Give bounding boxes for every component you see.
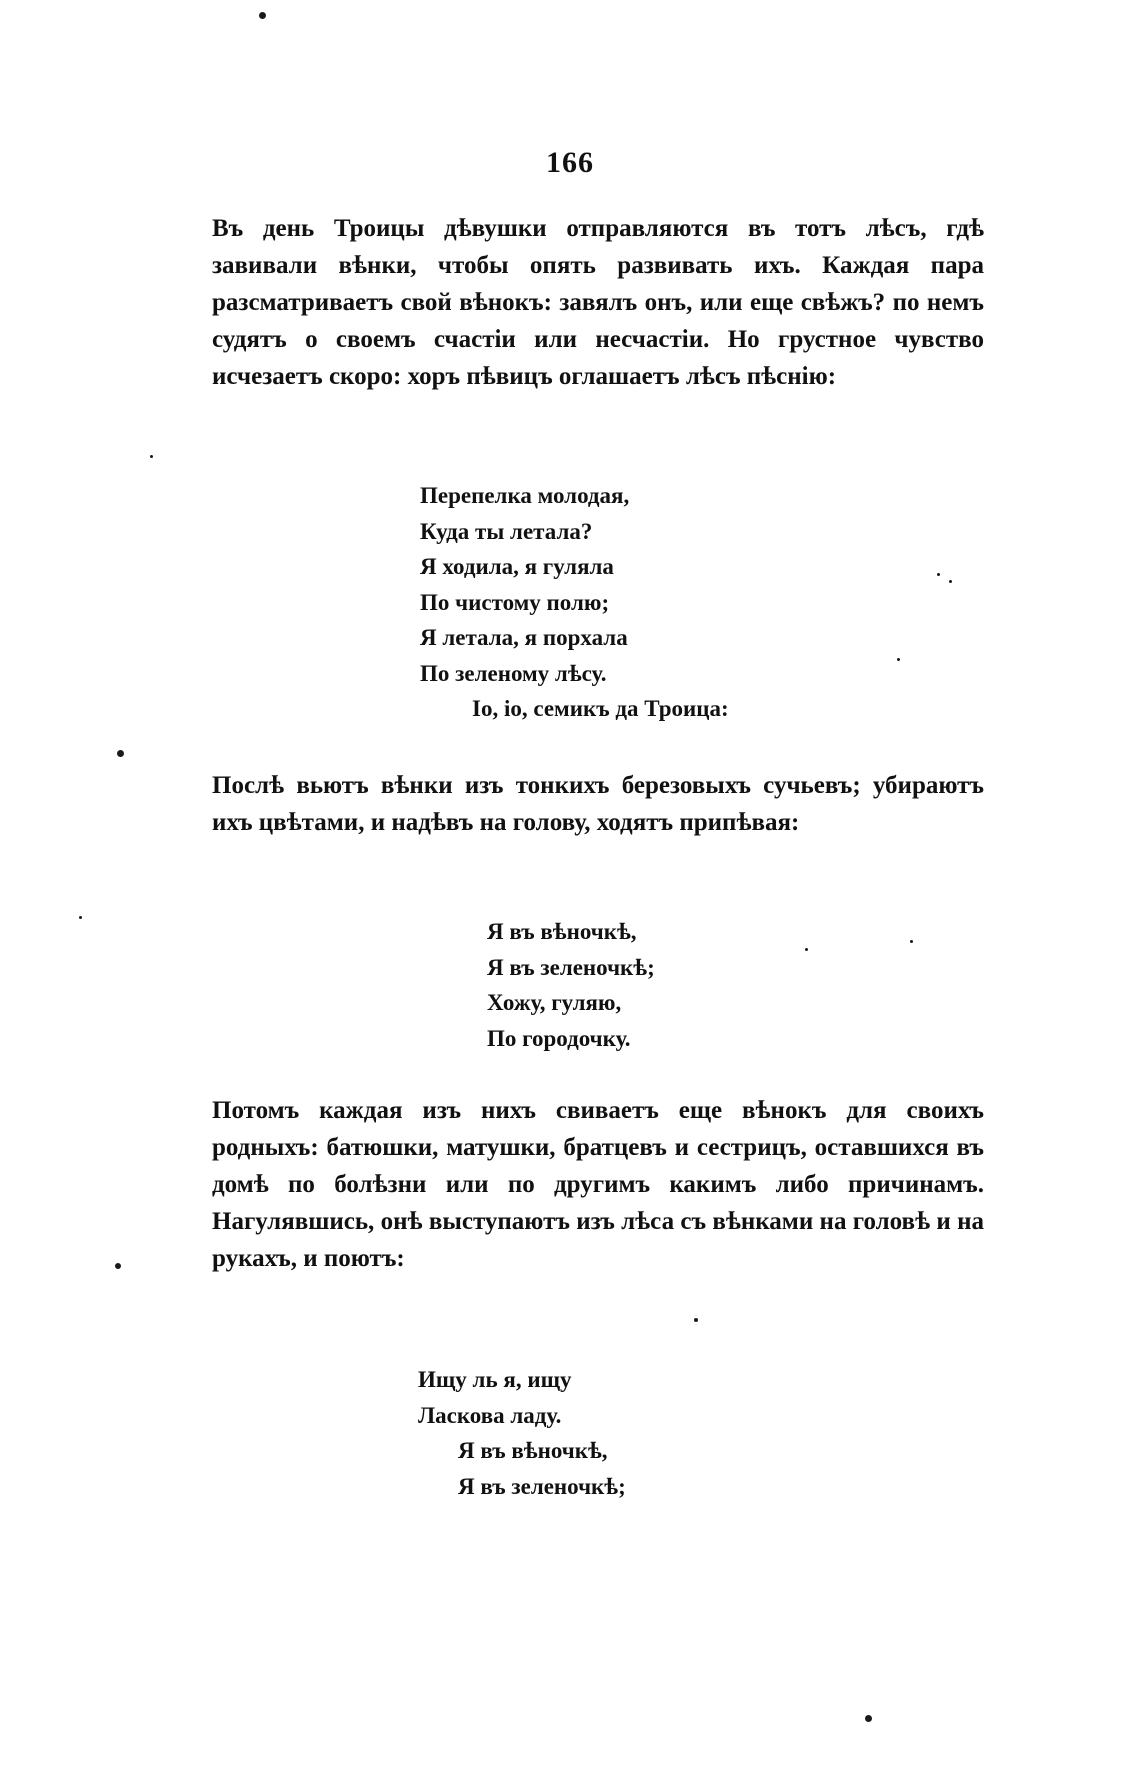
scan-speck [910,940,913,943]
verse-line: Я летала, я порхала [420,625,628,650]
scan-speck [79,916,82,919]
song-wreath [487,914,655,1056]
scan-speck [949,580,952,583]
paragraph-relatives: Потомъ каждая изъ нихъ свиваетъ еще вѣнокъ для своихъ родныхъ: батюшки, матушки, братцевъ и сестрицъ, оставшихся въ домѣ по болѣзни или по другимъ какимъ либо причинамъ. Нагулявшись, онѣ выступаютъ изъ лѣса съ вѣнками на головѣ и на рукахъ, и поютъ: [212,1097,984,1272]
scan-speck [150,455,153,458]
verse-line: Куда ты летала? [420,518,593,544]
verse-refrain: Іо, іо, семикъ да Троица: [472,696,729,721]
page-number: 166 [546,146,594,179]
verse-line: Я въ вѣночкѣ, [487,919,637,944]
scan-speck [897,658,900,661]
paragraph-trinity-day: Въ день Троицы дѣвушки отправляются въ тотъ лѣсъ, гдѣ завивали вѣнки, чтобы опять развивать ихъ. Каждая пара разсматриваетъ свой вѣнокъ: завялъ онъ, или еще свѣжъ? по немъ судятъ о своемъ счастіи или несчастіи. Но грустное чувство исчезаетъ скоро: хоръ пѣвицъ оглашаетъ лѣсъ пѣснію: [212,215,984,390]
verse-line: Я въ зеленочкѣ; [487,954,655,980]
scan-speck [805,948,808,951]
verse-line: Ласкова ладу. [418,1402,562,1428]
verse-line: Ищу ль я, ищу [418,1367,572,1392]
verse-line: Хожу, гуляю, [487,990,622,1015]
scan-speck [865,1715,872,1722]
verse-line: Я въ вѣночкѣ, [458,1438,608,1463]
verse-line: По чистому полю; [420,589,610,615]
scan-speck [259,12,266,19]
verse-line: Я ходила, я гуляла [420,554,614,579]
scan-speck [115,1263,121,1269]
song-seeking [418,1362,626,1504]
verse-line: По зеленому лѣсу. [420,660,607,686]
scan-speck [937,573,940,576]
scan-speck [694,1318,698,1322]
paragraph-wreaths: Послѣ вьютъ вѣнки изъ тонкихъ березовыхъ сучьевъ; убираютъ ихъ цвѣтами, и надѣвъ на голову, ходятъ припѣвая: [212,772,984,836]
scan-speck [117,750,124,757]
song-quail [420,478,729,727]
verse-line: По городочку. [487,1025,631,1051]
verse-line: Я въ зеленочкѣ; [458,1473,626,1499]
verse-line: Перепелка молодая, [420,483,630,508]
